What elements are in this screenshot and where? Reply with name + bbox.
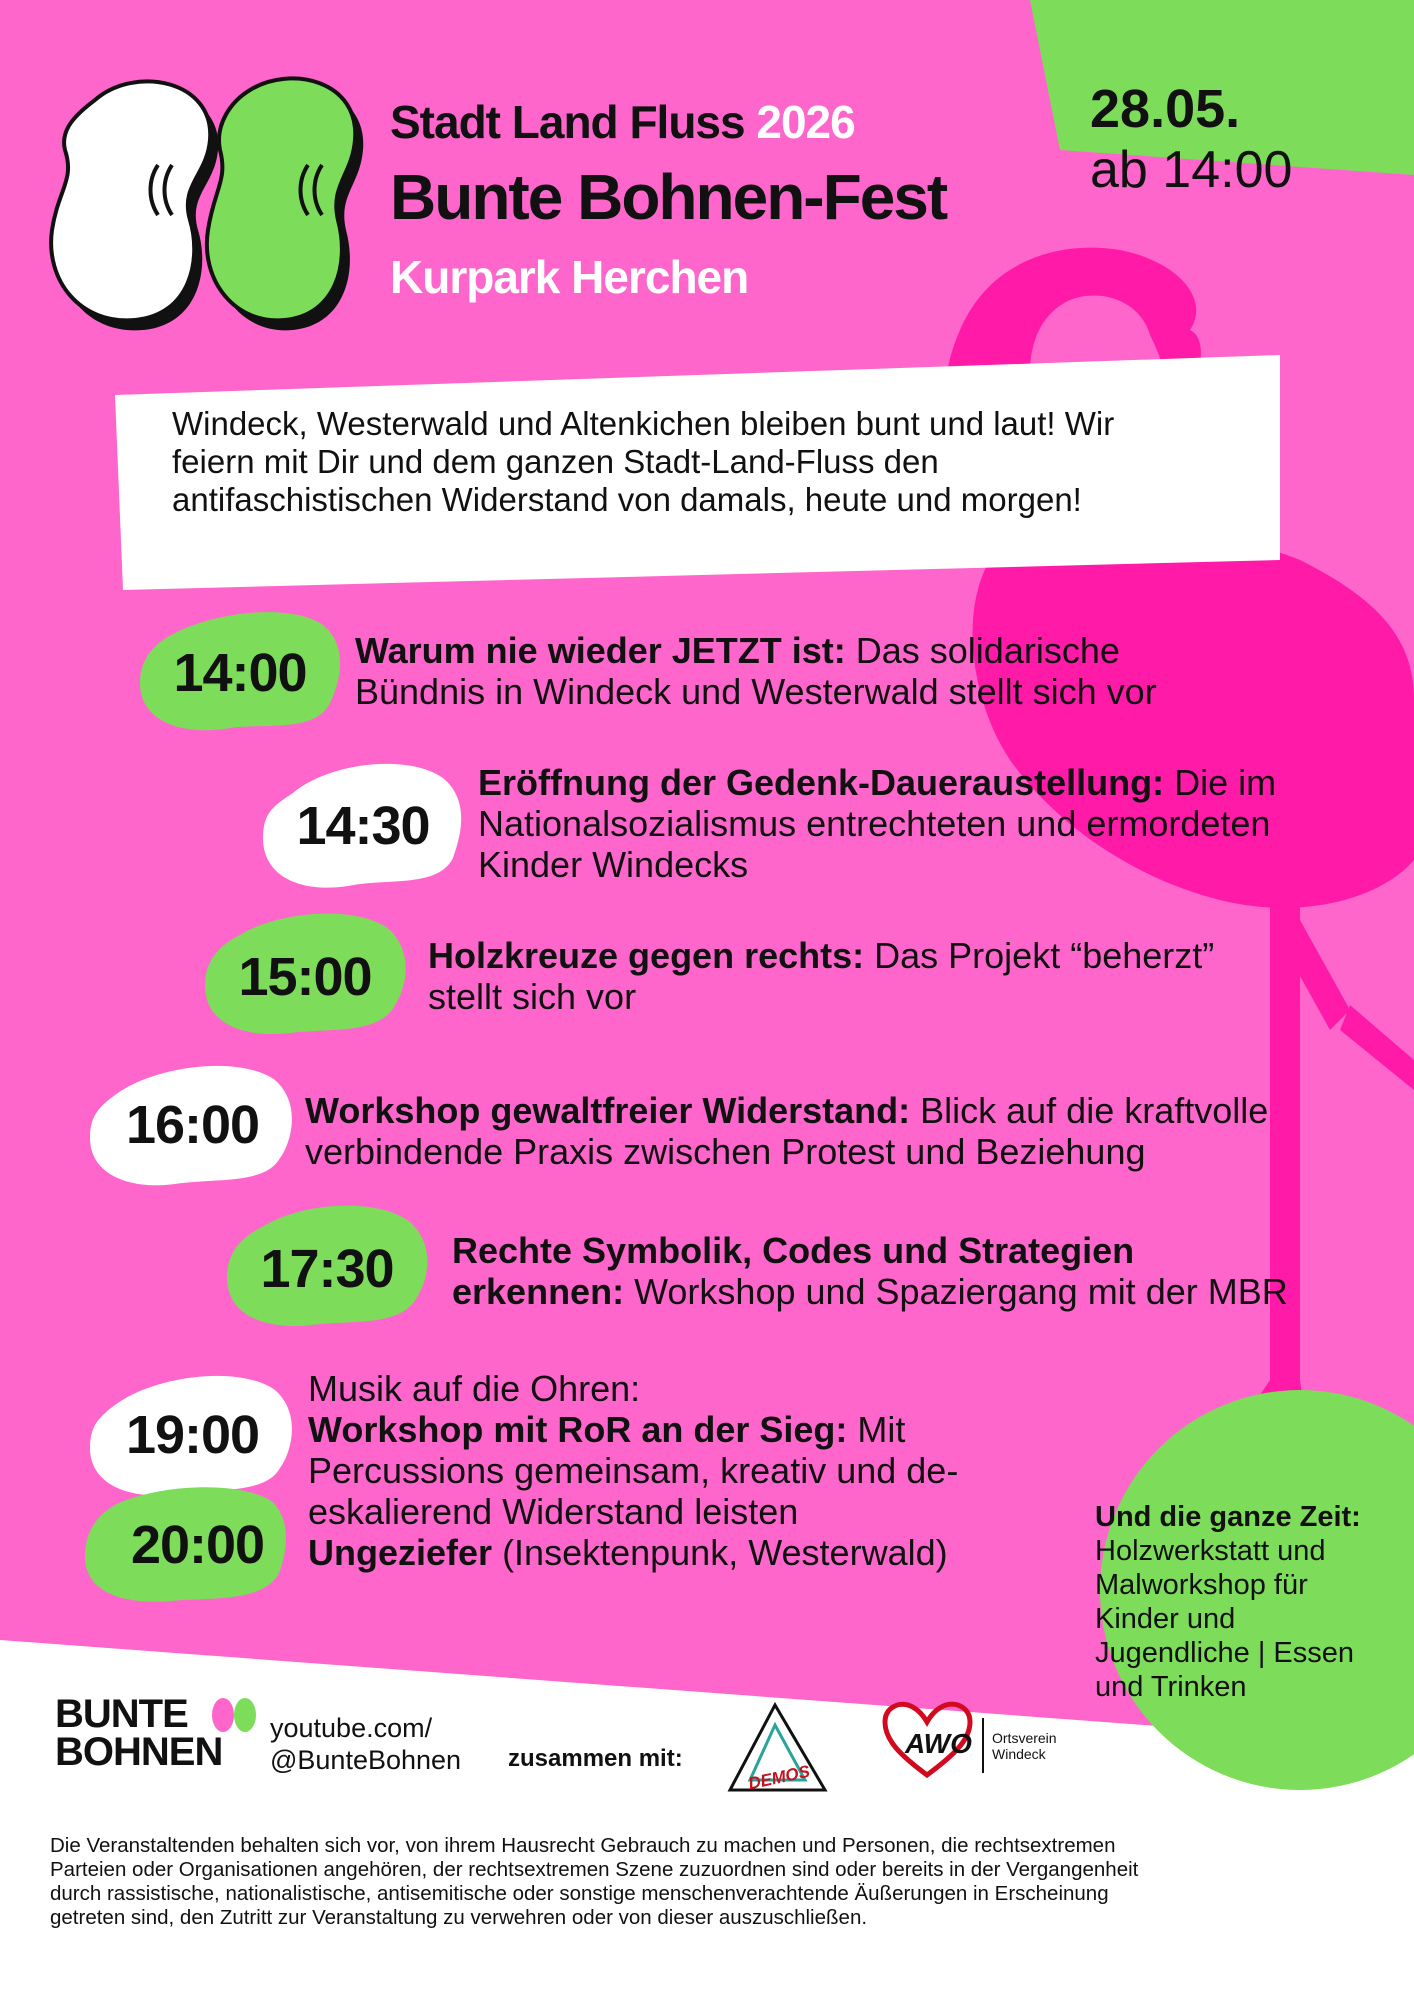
disclaimer-line: Die Veranstaltenden behalten sich vor, von ihrem Hausrecht Gebrauch zu machen und Personen, die rechtsextremen xyxy=(50,1834,1116,1857)
side-box-line: Kinder und xyxy=(1095,1603,1236,1635)
logo-line: BUNTE xyxy=(55,1692,188,1736)
disclaimer-text xyxy=(50,1834,1370,1930)
awo-sub-line: Ortsverein xyxy=(992,1730,1057,1746)
event-location: Kurpark Herchen xyxy=(390,251,749,303)
intro-line: feiern mit Dir und dem ganzen Stadt-Land-Fluss den xyxy=(172,443,939,480)
entry-pre: Musik auf die Ohren: xyxy=(308,1368,641,1409)
schedule-entry xyxy=(452,1230,1352,1312)
entry-text: Das Projekt “beherzt” xyxy=(874,935,1215,976)
entry-text: Kinder Windecks xyxy=(478,844,749,885)
disclaimer-line: Parteien oder Organisationen angehören, der rechtsextremen Szene zuzuordnen sind oder bereits in der Vergangenheit xyxy=(50,1858,1139,1881)
youtube-line: @BunteBohnen xyxy=(270,1745,462,1775)
disclaimer-line: getreten sind, den Zutritt zur Veranstaltung zu verwehren oder von dieser auszuschließen. xyxy=(50,1906,868,1929)
event-series-line xyxy=(390,95,855,149)
entry-text: Percussions gemeinsam, kreativ und de- xyxy=(308,1450,959,1491)
schedule-entry xyxy=(355,630,1235,712)
side-box-title: Und die ganze Zeit: xyxy=(1095,1501,1361,1533)
side-box-line: Jugendliche | Essen xyxy=(1095,1637,1355,1669)
side-box-line: und Trinken xyxy=(1095,1671,1247,1703)
entry-text: Blick auf die kraftvolle xyxy=(920,1090,1269,1131)
schedule-entry xyxy=(308,1368,1028,1573)
logo-line: BOHNEN xyxy=(55,1730,223,1774)
event-date: 28.05. xyxy=(1090,79,1241,139)
side-box-line: Malworkshop für xyxy=(1095,1569,1308,1601)
awo-subtitle xyxy=(992,1730,1057,1762)
event-series: Stadt Land Fluss xyxy=(390,96,745,148)
entry-text: Nationalsozialismus entrechteten und ermordeten xyxy=(478,803,1271,844)
entry-text: Das solidarische xyxy=(855,630,1120,671)
entry-text: verbindende Praxis zwischen Protest und Beziehung xyxy=(305,1131,1146,1172)
entry-text: Mit xyxy=(857,1409,906,1450)
disclaimer-line: durch rassistische, nationalistische, antisemitische oder sonstige menschenverachtende Äußerungen in Erscheinung xyxy=(50,1882,1109,1905)
schedule-time: 17:30 xyxy=(260,1239,394,1299)
entry-title: Eröffnung der Gedenk-Daueraustellung: xyxy=(478,762,1165,803)
youtube-line: youtube.com/ xyxy=(270,1713,433,1743)
demos-logo-text: DEMOS xyxy=(746,1761,812,1794)
schedule-time: 20:00 xyxy=(130,1515,265,1575)
schedule-time: 16:00 xyxy=(125,1095,260,1155)
entry-title: Ungeziefer xyxy=(308,1532,493,1573)
awo-divider xyxy=(982,1718,984,1773)
beans-small-icon xyxy=(210,1695,260,1735)
awo-logo-text: AWO xyxy=(905,1728,972,1759)
entry-text: stellt sich vor xyxy=(428,976,637,1017)
partners-label: zusammen mit: xyxy=(508,1745,683,1772)
schedule-entry xyxy=(305,1090,1305,1172)
schedule-time: 15:00 xyxy=(238,947,372,1007)
entry-text: Die im xyxy=(1174,762,1277,803)
schedule-entry xyxy=(428,935,1308,1017)
entry-title: Holzkreuze gegen rechts: xyxy=(428,935,865,976)
entry-title: Warum nie wieder JETZT ist: xyxy=(355,630,846,671)
entry-text: (Insektenpunk, Westerwald) xyxy=(502,1532,948,1573)
youtube-link[interactable] xyxy=(270,1712,461,1776)
entry-title: Workshop gewaltfreier Widerstand: xyxy=(305,1090,911,1131)
entry-text: eskalierend Widerstand leisten xyxy=(308,1491,799,1532)
entry-title: Rechte Symbolik, Codes und Strategien xyxy=(452,1230,1135,1271)
entry-title: erkennen: xyxy=(452,1271,625,1312)
intro-line: Windeck, Westerwald und Altenkichen bleiben bunt und laut! Wir xyxy=(172,405,1115,442)
event-year: 2026 xyxy=(756,96,855,148)
entry-title: Workshop mit RoR an der Sieg: xyxy=(308,1409,848,1450)
awo-sub-line: Windeck xyxy=(992,1746,1046,1762)
intro-line: antifaschistischen Widerstand von damals, heute und morgen! xyxy=(172,481,1082,518)
entry-text: Workshop und Spaziergang mit der MBR xyxy=(634,1271,1288,1312)
beans-logo xyxy=(40,70,370,340)
side-box xyxy=(1095,1500,1395,1704)
entry-text: Bündnis in Windeck und Westerwald stellt sich vor xyxy=(355,671,1157,712)
bunte-bohnen-logo xyxy=(55,1692,223,1774)
event-time: ab 14:00 xyxy=(1090,141,1293,199)
page-title: Bunte Bohnen-Fest xyxy=(390,161,947,233)
schedule-time: 14:30 xyxy=(296,795,430,856)
schedule-entry xyxy=(478,762,1358,885)
intro-text xyxy=(172,405,1252,519)
schedule-time: 19:00 xyxy=(125,1405,260,1465)
side-box-line: Holzwerkstatt und xyxy=(1095,1535,1326,1567)
schedule-time: 14:00 xyxy=(173,643,307,703)
